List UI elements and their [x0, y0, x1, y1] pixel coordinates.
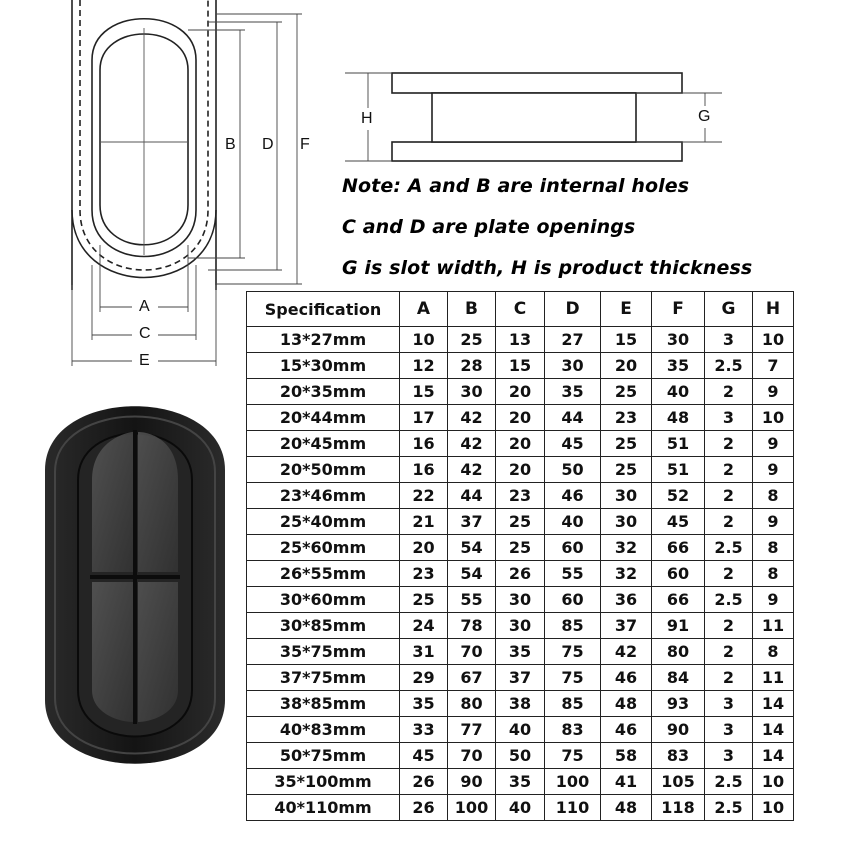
value-cell-f: 80	[652, 639, 705, 665]
spec-cell: 30*85mm	[247, 613, 400, 639]
table-row	[247, 717, 794, 743]
value-cell-g: 2	[705, 457, 753, 483]
value-cell-f: 91	[652, 613, 705, 639]
value-cell-h: 10	[753, 405, 794, 431]
spec-cell: 35*75mm	[247, 639, 400, 665]
table-row	[247, 769, 794, 795]
column-header-f: F	[652, 292, 705, 327]
value-cell-g: 3	[705, 691, 753, 717]
value-cell-c: 30	[496, 613, 545, 639]
value-cell-c: 23	[496, 483, 545, 509]
value-cell-e: 30	[601, 509, 652, 535]
dim-label-f: F	[300, 136, 310, 153]
value-cell-f: 93	[652, 691, 705, 717]
value-cell-a: 16	[400, 457, 448, 483]
column-header-specification: Specification	[247, 292, 400, 327]
value-cell-d: 75	[545, 665, 601, 691]
value-cell-c: 50	[496, 743, 545, 769]
table-row	[247, 691, 794, 717]
value-cell-b: 42	[448, 405, 496, 431]
table-row	[247, 587, 794, 613]
table-row	[247, 405, 794, 431]
value-cell-e: 48	[601, 795, 652, 821]
value-cell-h: 14	[753, 717, 794, 743]
value-cell-a: 24	[400, 613, 448, 639]
value-cell-e: 46	[601, 665, 652, 691]
value-cell-e: 41	[601, 769, 652, 795]
value-cell-a: 29	[400, 665, 448, 691]
value-cell-b: 37	[448, 509, 496, 535]
value-cell-d: 75	[545, 743, 601, 769]
table-row	[247, 743, 794, 769]
spec-cell: 20*45mm	[247, 431, 400, 457]
value-cell-c: 35	[496, 769, 545, 795]
table-row	[247, 665, 794, 691]
value-cell-g: 2	[705, 639, 753, 665]
value-cell-d: 45	[545, 431, 601, 457]
spec-cell: 37*75mm	[247, 665, 400, 691]
value-cell-h: 14	[753, 691, 794, 717]
value-cell-f: 52	[652, 483, 705, 509]
value-cell-h: 9	[753, 431, 794, 457]
value-cell-c: 30	[496, 587, 545, 613]
value-cell-d: 100	[545, 769, 601, 795]
value-cell-c: 25	[496, 509, 545, 535]
value-cell-c: 38	[496, 691, 545, 717]
dim-label-h: H	[361, 110, 373, 127]
value-cell-f: 118	[652, 795, 705, 821]
dim-label-e: E	[139, 352, 150, 369]
value-cell-a: 20	[400, 535, 448, 561]
value-cell-b: 90	[448, 769, 496, 795]
value-cell-d: 44	[545, 405, 601, 431]
table-row	[247, 561, 794, 587]
table-row	[247, 639, 794, 665]
value-cell-f: 83	[652, 743, 705, 769]
value-cell-g: 2.5	[705, 353, 753, 379]
value-cell-e: 42	[601, 639, 652, 665]
table-row	[247, 457, 794, 483]
table-row	[247, 353, 794, 379]
value-cell-c: 20	[496, 431, 545, 457]
value-cell-d: 85	[545, 691, 601, 717]
value-cell-f: 30	[652, 327, 705, 353]
value-cell-d: 46	[545, 483, 601, 509]
spec-cell: 50*75mm	[247, 743, 400, 769]
value-cell-e: 36	[601, 587, 652, 613]
value-cell-a: 21	[400, 509, 448, 535]
value-cell-c: 15	[496, 353, 545, 379]
value-cell-d: 60	[545, 535, 601, 561]
value-cell-b: 54	[448, 561, 496, 587]
value-cell-a: 10	[400, 327, 448, 353]
value-cell-h: 8	[753, 639, 794, 665]
value-cell-f: 51	[652, 431, 705, 457]
value-cell-e: 25	[601, 379, 652, 405]
value-cell-f: 48	[652, 405, 705, 431]
value-cell-g: 2	[705, 665, 753, 691]
value-cell-g: 2	[705, 561, 753, 587]
column-header-a: A	[400, 292, 448, 327]
value-cell-e: 37	[601, 613, 652, 639]
value-cell-g: 3	[705, 327, 753, 353]
spec-cell: 13*27mm	[247, 327, 400, 353]
value-cell-d: 75	[545, 639, 601, 665]
value-cell-g: 3	[705, 743, 753, 769]
spec-cell: 23*46mm	[247, 483, 400, 509]
value-cell-g: 2	[705, 613, 753, 639]
value-cell-a: 31	[400, 639, 448, 665]
value-cell-c: 40	[496, 717, 545, 743]
value-cell-f: 60	[652, 561, 705, 587]
value-cell-b: 77	[448, 717, 496, 743]
value-cell-h: 9	[753, 509, 794, 535]
value-cell-b: 100	[448, 795, 496, 821]
value-cell-g: 2	[705, 483, 753, 509]
spec-cell: 35*100mm	[247, 769, 400, 795]
table-row	[247, 795, 794, 821]
value-cell-d: 110	[545, 795, 601, 821]
value-cell-h: 10	[753, 327, 794, 353]
dim-label-g: G	[698, 108, 711, 125]
table-row	[247, 535, 794, 561]
value-cell-d: 40	[545, 509, 601, 535]
value-cell-a: 45	[400, 743, 448, 769]
table-row	[247, 613, 794, 639]
value-cell-b: 54	[448, 535, 496, 561]
value-cell-h: 9	[753, 457, 794, 483]
value-cell-g: 2.5	[705, 769, 753, 795]
value-cell-d: 50	[545, 457, 601, 483]
value-cell-g: 2	[705, 431, 753, 457]
value-cell-h: 7	[753, 353, 794, 379]
table-row	[247, 379, 794, 405]
column-header-e: E	[601, 292, 652, 327]
value-cell-g: 3	[705, 717, 753, 743]
spec-cell: 20*50mm	[247, 457, 400, 483]
value-cell-c: 37	[496, 665, 545, 691]
value-cell-e: 23	[601, 405, 652, 431]
value-cell-d: 60	[545, 587, 601, 613]
value-cell-e: 30	[601, 483, 652, 509]
value-cell-h: 9	[753, 587, 794, 613]
value-cell-h: 8	[753, 483, 794, 509]
spec-cell: 40*110mm	[247, 795, 400, 821]
value-cell-d: 30	[545, 353, 601, 379]
value-cell-f: 84	[652, 665, 705, 691]
value-cell-c: 13	[496, 327, 545, 353]
value-cell-f: 45	[652, 509, 705, 535]
value-cell-e: 20	[601, 353, 652, 379]
value-cell-h: 8	[753, 561, 794, 587]
value-cell-a: 26	[400, 769, 448, 795]
spec-cell: 25*60mm	[247, 535, 400, 561]
value-cell-d: 27	[545, 327, 601, 353]
value-cell-e: 25	[601, 457, 652, 483]
specification-table	[246, 291, 794, 821]
note-internal-holes: Note: A and B are internal holes	[342, 175, 690, 197]
value-cell-f: 66	[652, 535, 705, 561]
value-cell-f: 66	[652, 587, 705, 613]
value-cell-g: 2.5	[705, 587, 753, 613]
value-cell-d: 83	[545, 717, 601, 743]
value-cell-e: 58	[601, 743, 652, 769]
value-cell-c: 20	[496, 405, 545, 431]
value-cell-b: 25	[448, 327, 496, 353]
column-header-g: G	[705, 292, 753, 327]
table-row	[247, 483, 794, 509]
value-cell-e: 32	[601, 535, 652, 561]
value-cell-b: 70	[448, 743, 496, 769]
value-cell-b: 80	[448, 691, 496, 717]
value-cell-b: 28	[448, 353, 496, 379]
value-cell-b: 78	[448, 613, 496, 639]
value-cell-h: 14	[753, 743, 794, 769]
table-header-row	[247, 292, 794, 327]
value-cell-h: 8	[753, 535, 794, 561]
value-cell-b: 70	[448, 639, 496, 665]
value-cell-e: 25	[601, 431, 652, 457]
value-cell-h: 11	[753, 665, 794, 691]
table-row	[247, 431, 794, 457]
value-cell-g: 2	[705, 379, 753, 405]
value-cell-f: 40	[652, 379, 705, 405]
value-cell-b: 44	[448, 483, 496, 509]
spec-cell: 26*55mm	[247, 561, 400, 587]
value-cell-c: 40	[496, 795, 545, 821]
dim-label-d: D	[262, 136, 274, 153]
value-cell-a: 12	[400, 353, 448, 379]
value-cell-c: 20	[496, 457, 545, 483]
column-header-b: B	[448, 292, 496, 327]
value-cell-e: 15	[601, 327, 652, 353]
value-cell-g: 2.5	[705, 535, 753, 561]
value-cell-a: 22	[400, 483, 448, 509]
value-cell-b: 42	[448, 431, 496, 457]
value-cell-f: 90	[652, 717, 705, 743]
dim-label-b: B	[225, 136, 236, 153]
value-cell-c: 26	[496, 561, 545, 587]
value-cell-b: 30	[448, 379, 496, 405]
value-cell-e: 46	[601, 717, 652, 743]
value-cell-a: 17	[400, 405, 448, 431]
value-cell-a: 35	[400, 691, 448, 717]
value-cell-h: 10	[753, 795, 794, 821]
column-header-d: D	[545, 292, 601, 327]
value-cell-c: 35	[496, 639, 545, 665]
spec-cell: 40*83mm	[247, 717, 400, 743]
note-plate-openings: C and D are plate openings	[342, 216, 636, 238]
spec-cell: 20*44mm	[247, 405, 400, 431]
value-cell-h: 11	[753, 613, 794, 639]
value-cell-b: 55	[448, 587, 496, 613]
value-cell-b: 42	[448, 457, 496, 483]
value-cell-g: 3	[705, 405, 753, 431]
spec-cell: 30*60mm	[247, 587, 400, 613]
value-cell-h: 9	[753, 379, 794, 405]
spec-cell: 25*40mm	[247, 509, 400, 535]
column-header-h: H	[753, 292, 794, 327]
value-cell-d: 85	[545, 613, 601, 639]
value-cell-a: 33	[400, 717, 448, 743]
value-cell-e: 32	[601, 561, 652, 587]
value-cell-d: 55	[545, 561, 601, 587]
value-cell-c: 25	[496, 535, 545, 561]
value-cell-e: 48	[601, 691, 652, 717]
value-cell-g: 2.5	[705, 795, 753, 821]
value-cell-g: 2	[705, 509, 753, 535]
value-cell-b: 67	[448, 665, 496, 691]
value-cell-d: 35	[545, 379, 601, 405]
table-row	[247, 509, 794, 535]
spec-cell: 38*85mm	[247, 691, 400, 717]
dim-label-a: A	[139, 298, 150, 315]
value-cell-h: 10	[753, 769, 794, 795]
table-row	[247, 327, 794, 353]
value-cell-a: 15	[400, 379, 448, 405]
note-slot-thickness: G is slot width, H is product thickness	[342, 257, 753, 279]
value-cell-a: 16	[400, 431, 448, 457]
value-cell-f: 51	[652, 457, 705, 483]
dim-label-c: C	[139, 325, 151, 342]
value-cell-c: 20	[496, 379, 545, 405]
value-cell-a: 23	[400, 561, 448, 587]
value-cell-a: 26	[400, 795, 448, 821]
value-cell-f: 35	[652, 353, 705, 379]
value-cell-f: 105	[652, 769, 705, 795]
spec-cell: 20*35mm	[247, 379, 400, 405]
column-header-c: C	[496, 292, 545, 327]
value-cell-a: 25	[400, 587, 448, 613]
spec-cell: 15*30mm	[247, 353, 400, 379]
